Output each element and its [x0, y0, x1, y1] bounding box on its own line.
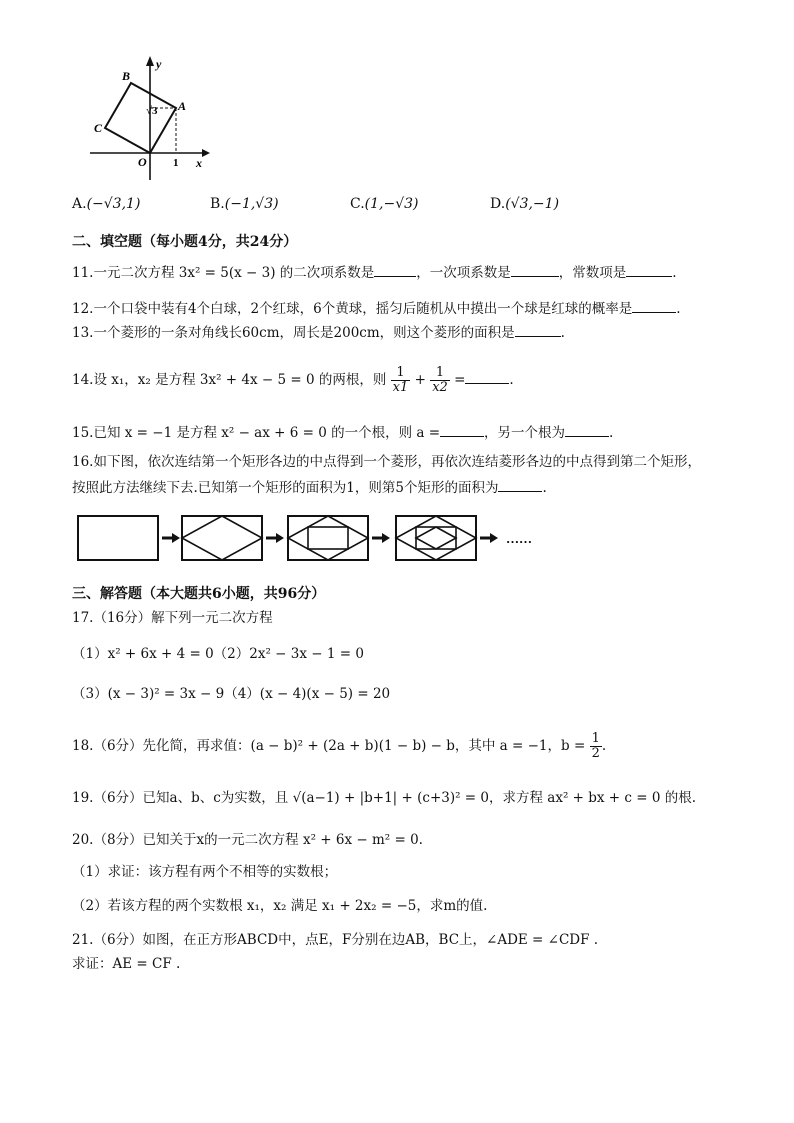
label-one: 1	[173, 157, 179, 169]
label-B: B	[122, 69, 131, 83]
q15-blank-2[interactable]	[565, 422, 609, 437]
option-b: B.(−1,√3)	[210, 196, 279, 212]
sequence-ellipsis: ……	[506, 531, 532, 546]
label-y: y	[156, 57, 162, 71]
coordinate-figure	[80, 50, 220, 185]
option-d: D.(√3,−1)	[490, 196, 560, 212]
fraction-one-half: $\frac{1}{2}$	[591, 731, 600, 761]
question-15: 15.已知 x = −1 是方程 x² − ax + 6 = 0 的一个根，则 a = ，另一个根为 .	[72, 422, 613, 443]
q16-blank[interactable]	[498, 477, 542, 492]
section2-heading: 二、填空题（每小题4分，共24分）	[72, 234, 298, 250]
question-17-title: 17.（16分）解下列一元二次方程	[72, 610, 273, 626]
question-16-line1: 16.如下图，依次连结第一个矩形各边的中点得到一个菱形，再依次连结菱形各边的中点得到第二个矩形，	[72, 454, 701, 470]
option-a: A.(−√3,1)	[72, 196, 141, 212]
question-20-part2: （2）若该方程的两个实数根 x₁，x₂ 满足 x₁ + 2x₂ = −5，求m的值.	[72, 898, 488, 914]
q14-blank[interactable]	[465, 369, 509, 384]
q13-blank[interactable]	[515, 322, 561, 337]
question-21-title: 21.（6分）如图，在正方形ABCD中，点E，F分别在边AB，BC上，∠ADE = ∠CDF .	[72, 932, 599, 948]
label-A: A	[178, 99, 187, 113]
q12-blank[interactable]	[632, 298, 676, 313]
fraction-1-over-x2: $\frac{1}{x2}$	[432, 365, 448, 395]
label-x: x	[196, 156, 202, 170]
label-O: O	[138, 155, 147, 169]
q15-blank-1[interactable]	[440, 422, 484, 437]
q11-blank-1[interactable]	[374, 262, 416, 277]
question-20-title: 20.（8分）已知关于x的一元二次方程 x² + 6x − m² = 0.	[72, 832, 423, 848]
question-13: 13.一个菱形的一条对角线长60cm，周长是200cm，则这个菱形的面积是 .	[72, 322, 565, 343]
rectangle-sequence-figure	[74, 510, 554, 566]
question-18: 18.（6分）先化简，再求值：(a − b)² + (2a + b)(1 − b) − b，其中 a = −1，b = $\frac{1}{2}$ .	[72, 731, 607, 761]
option-c: C.(1,−√3)	[350, 196, 419, 212]
fraction-1-over-x1: $\frac{1}{x1}$	[392, 365, 409, 395]
q11-blank-2[interactable]	[511, 262, 559, 277]
question-11: 11.一元二次方程 3x² = 5(x − 3) 的二次项系数是 ，一次项系数是 ，常数项是 .	[72, 262, 677, 283]
question-14: 14.设 x₁，x₂ 是方程 3x² + 4x − 5 = 0 的两根，则 $\frac{1}{x1}$ + $\frac{1}{x2}$ = .	[72, 365, 514, 395]
question-19: 19.（6分）已知a、b、c为实数，且 √(a−1) + |b+1| + (c+3)² = 0，求方程 ax² + bx + c = 0 的根.	[72, 790, 697, 806]
question-17-line2: （3）(x − 3)² = 3x − 9（4）(x − 4)(x − 5) = 20	[72, 686, 391, 702]
label-C: C	[94, 121, 103, 135]
q11-blank-3[interactable]	[626, 262, 672, 277]
section3-heading: 三、解答题（本大题共6小题，共96分）	[72, 586, 326, 602]
question-21-prove: 求证：AE = CF .	[72, 956, 181, 972]
question-12: 12.一个口袋中装有4个白球，2个红球，6个黄球，摇匀后随机从中摸出一个球是红球的概率是 .	[72, 298, 681, 319]
question-16-line2: 按照此方法继续下去.已知第一个矩形的面积为1，则第5个矩形的面积为 .	[72, 477, 547, 498]
question-17-line1: （1）x² + 6x + 4 = 0（2）2x² − 3x − 1 = 0	[72, 646, 364, 662]
label-sqrt3: √3	[146, 105, 158, 117]
question-20-part1: （1）求证：该方程有两个不相等的实数根；	[72, 864, 338, 880]
